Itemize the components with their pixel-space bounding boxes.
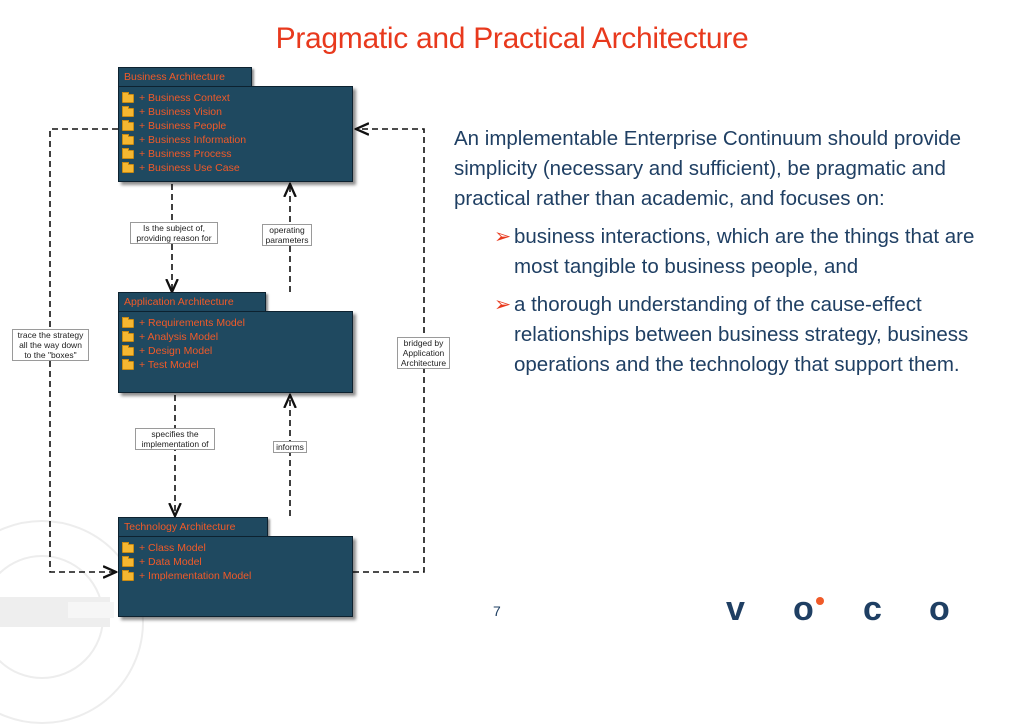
logo-letter-o: o [793, 590, 814, 628]
package-item[interactable]: + Business Process [122, 147, 352, 161]
package-item[interactable]: + Data Model [122, 555, 352, 569]
package-item[interactable]: + Design Model [122, 344, 352, 358]
arrow-bullet-icon: ➢ [494, 225, 512, 248]
package-item[interactable]: + Test Model [122, 358, 352, 372]
package-item[interactable]: + Business People [122, 119, 352, 133]
edge-label-trace-strategy: trace the strategy all the way down to the "boxes" [12, 329, 89, 361]
business-architecture-package[interactable] [118, 86, 353, 182]
folder-icon [122, 108, 134, 117]
edge-label-subject-of: Is the subject of, providing reason for [130, 222, 218, 244]
logo-letter-o2: o [929, 590, 950, 628]
bullet-item: ➢ business interactions, which are the things that are most tangible to business people, and [494, 222, 1014, 282]
business-architecture-tab[interactable] [118, 67, 252, 86]
folder-icon [122, 136, 134, 145]
arrow-bullet-icon: ➢ [494, 293, 512, 316]
body-text [454, 124, 1014, 380]
folder-icon [122, 558, 134, 567]
slide-title: Pragmatic and Practical Architecture [275, 22, 749, 55]
folder-icon [122, 572, 134, 581]
edge-label-informs: informs [273, 441, 307, 453]
application-architecture-tab[interactable] [118, 292, 266, 311]
application-architecture-label: Application Architecture [124, 296, 234, 308]
logo-letter-c: c [863, 590, 882, 628]
package-item[interactable]: + Implementation Model [122, 569, 352, 583]
folder-icon [122, 544, 134, 553]
package-item[interactable]: + Requirements Model [122, 316, 352, 330]
package-item[interactable]: + Business Context [122, 91, 352, 105]
technology-architecture-package[interactable] [118, 536, 353, 617]
folder-icon [122, 361, 134, 370]
edge-label-operating-parameters: operating parameters [262, 224, 312, 246]
package-item[interactable]: + Analysis Model [122, 330, 352, 344]
logo-dot-icon [816, 597, 824, 605]
package-item[interactable]: + Class Model [122, 541, 352, 555]
package-item[interactable]: + Business Information [122, 133, 352, 147]
folder-icon [122, 164, 134, 173]
folder-icon [122, 333, 134, 342]
technology-architecture-label: Technology Architecture [124, 521, 236, 533]
edge-label-bridged: bridged by Application Architecture [397, 337, 450, 369]
package-item[interactable]: + Business Use Case [122, 161, 352, 175]
folder-icon [122, 150, 134, 159]
folder-icon [122, 122, 134, 131]
application-architecture-package[interactable] [118, 311, 353, 393]
business-architecture-label: Business Architecture [124, 71, 225, 83]
intro-paragraph: An implementable Enterprise Continuum should provide simplicity (necessary and sufficient), be pragmatic and practical rather than academic, and focuses on: [454, 127, 962, 210]
package-item[interactable]: + Business Vision [122, 105, 352, 119]
page-number: 7 [493, 603, 501, 619]
folder-icon [122, 94, 134, 103]
folder-icon [122, 319, 134, 328]
technology-architecture-tab[interactable] [118, 517, 268, 536]
folder-icon [122, 347, 134, 356]
bullet-item: ➢ a thorough understanding of the cause-effect relationships between business strategy, business operations and the technology that support them. [494, 290, 1014, 380]
logo-letter-v: v [726, 590, 745, 628]
edge-label-specifies: specifies the implementation of [135, 428, 215, 450]
